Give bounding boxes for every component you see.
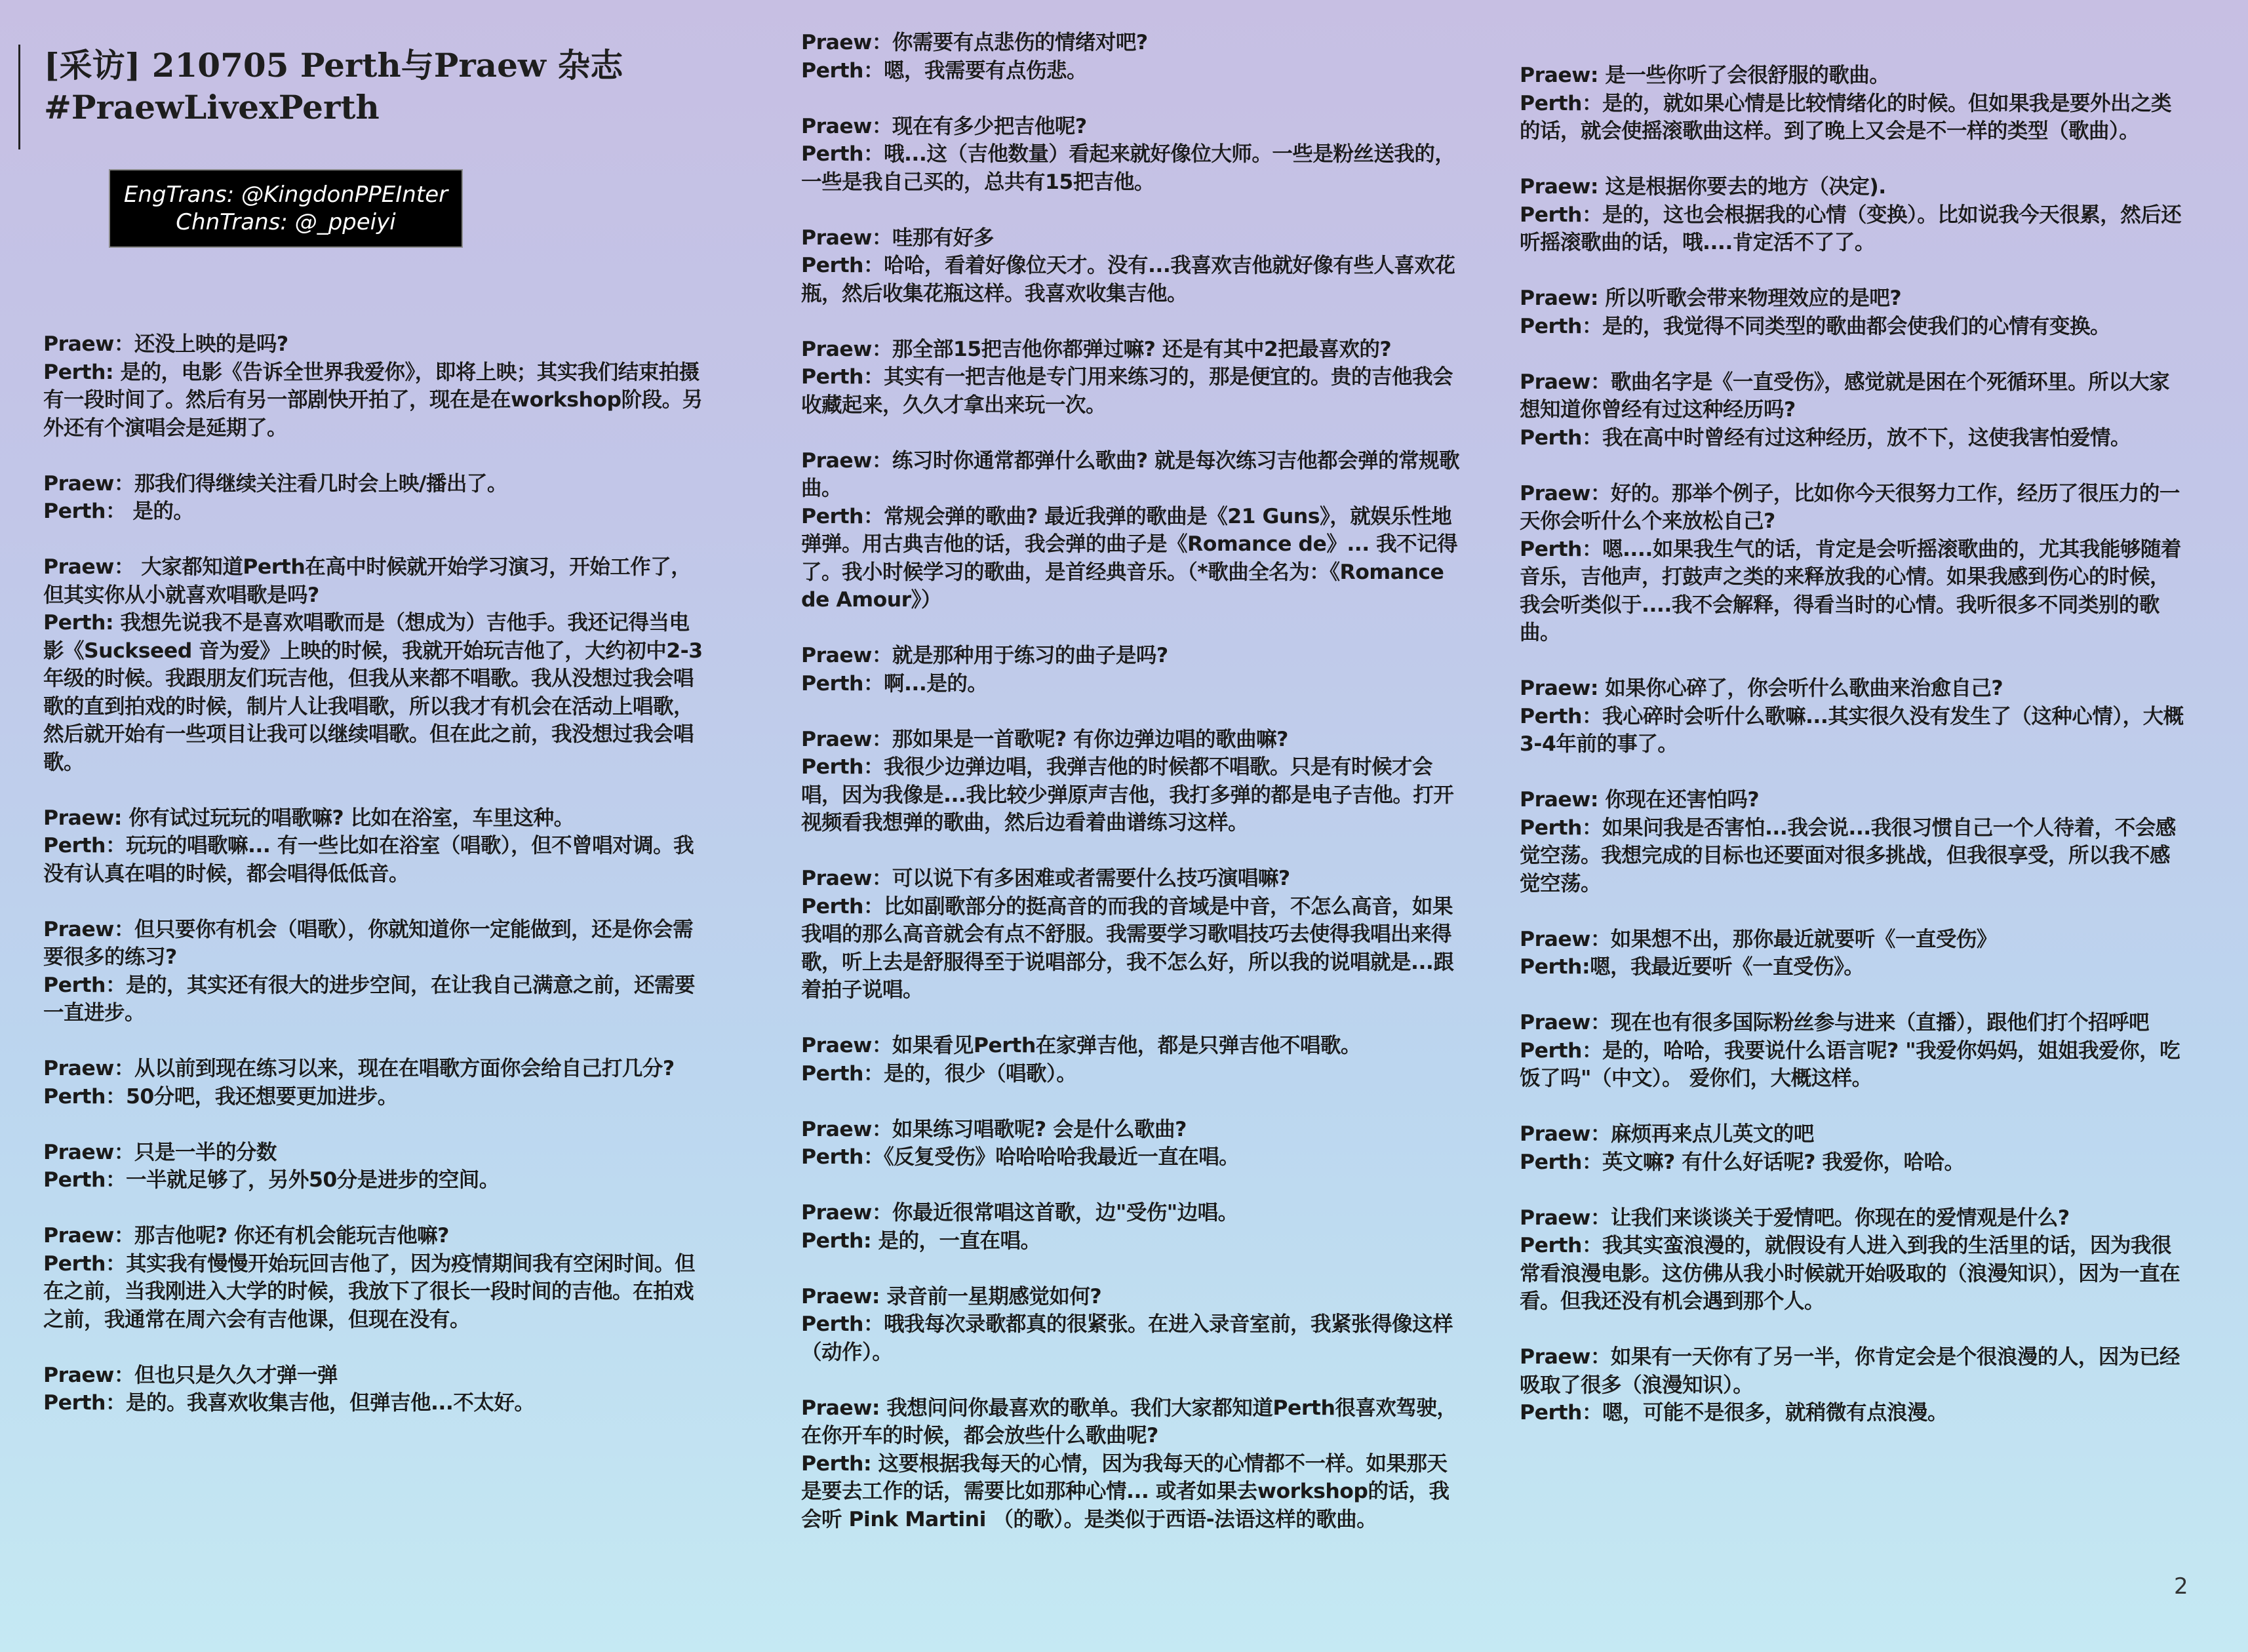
perth-line: Perth：其实我有慢慢开始玩回吉他了，因为疫情期间我有空闲时间。但在之前，当我刚进入大学的时候，我放下了很长一段时间的吉他。在拍戏之前，我通常在周六会有吉他课，但现在没有。 <box>43 1251 695 1331</box>
qa-block <box>801 336 1463 420</box>
qa-block <box>801 642 1463 698</box>
perth-line: Perth：嗯....如果我生气的话，肯定是会听摇滚歌曲的，尤其我能够随着音乐，吉他声，打鼓声之类的来释放我的心情。如果我感到伤心的时候，我会听类似于....我不会解释，得看当时的心情。我听很多不同类别的歌曲。 <box>1520 537 2181 644</box>
qa-block <box>1520 1009 2185 1093</box>
perth-line: Perth： 是的。 <box>43 500 194 523</box>
perth-line: Perth：英文嘛? 有什么好话呢? 我爱你，哈哈。 <box>1520 1150 1965 1174</box>
praew-line: Praew: 你现在还害怕吗? <box>1520 788 1760 812</box>
qa-block <box>43 1362 705 1417</box>
praew-line: Praew：如果看见Perth在家弹吉他，都是只弹吉他不唱歌。 <box>801 1034 1361 1057</box>
qa-block <box>43 470 705 526</box>
qa-block <box>801 29 1463 85</box>
chn-credit: ChnTrans: @_ppeiyi <box>176 209 396 235</box>
praew-line: Praew：可以说下有多困难或者需要什么技巧演唱嘛? <box>801 867 1290 890</box>
praew-line: Praew: 这是根据你要去的地方（决定). <box>1520 175 1886 199</box>
praew-line: Praew：那我们得继续关注看几时会上映/播出了。 <box>43 471 507 496</box>
praew-line: Praew： 大家都知道Perth在高中时候就开始学习演习，开始工作了，但其实你从小就喜欢唱歌是吗? <box>43 555 692 607</box>
qa-block <box>1520 1204 2185 1316</box>
perth-line: Perth：比如副歌部分的挺高音的而我的音域是中音，不怎么高音，如果我唱的那么高音就会有点不舒服。我需要学习歌唱技巧去使得我唱出来得歌，听上去是舒服得至于说唱部分，我不怎么好，所以我的说唱就是...跟着拍子说唱。 <box>801 894 1454 1002</box>
praew-line: Praew：好的。那举个例子，比如你今天很努力工作，经历了很压力的一天你会听什么个来放松自己? <box>1520 481 2180 533</box>
praew-line: Praew：练习时你通常都弹什么歌曲? 就是每次练习吉他都会弹的常规歌曲。 <box>801 448 1460 500</box>
qa-block <box>801 726 1463 837</box>
perth-line: Perth：哈哈，看着好像位天才。没有...我喜欢吉他就好像有些人喜欢花瓶，然后收集花瓶这样。我喜欢收集吉他。 <box>801 254 1455 305</box>
perth-line: Perth: 这要根据我每天的心情，因为我每天的心情都不一样。如果那天是要去工作的话，需要比如那种心情... 或者如果去workshop的话，我会听 Pink Martini （的歌）。是类似于西语-法语这样的歌曲。 <box>801 1451 1449 1531</box>
qa-block <box>43 553 705 776</box>
perth-line: Perth：是的，其实还有很大的进步空间，在让我自己满意之前，还需要一直进步。 <box>43 973 695 1025</box>
perth-line: Perth: 是的，电影《告诉全世界我爱你》，即将上映；其实我们结束拍摄有一段时间了。然后有另一部剧快开拍了，现在是在workshop阶段。另外还有个演唱会是延期了。 <box>43 360 703 440</box>
perth-line: Perth: 是的，一直在唱。 <box>801 1229 1041 1253</box>
perth-line: Perth：50分吧，我还想要更加进步。 <box>43 1084 398 1109</box>
perth-line: Perth：哦我每次录歌都真的很紧张。在进入录音室前，我紧张得像这样（动作）。 <box>801 1312 1453 1364</box>
title-block <box>18 45 713 149</box>
qa-block <box>801 1032 1463 1088</box>
column-3 <box>1520 62 2185 1455</box>
qa-block <box>801 1199 1463 1255</box>
perth-line: Perth：如果问我是否害怕...我会说...我很习惯自己一个人待着，不会感觉空荡。我想完成的目标也还要面对很多挑战，但我很享受，所以我不感觉空荡。 <box>1520 816 2176 895</box>
perth-line: Perth：嗯，我需要有点伤悲。 <box>801 58 1087 83</box>
qa-block <box>1520 926 2185 981</box>
perth-line: Perth: 我想先说我不是喜欢唱歌而是（想成为）吉他手。我还记得当电影《Suckseed 音为爱》上映的时候，我就开始玩吉他了，大约初中2-3年级的时候。我跟朋友们玩吉他，但我从来都不唱歌。我从没想过我会唱歌的直到拍戏的时候，制片人让我唱歌，所以我才有机会在活动上唱歌，然后就开始有一些项目让我可以继续唱歌。但在此之前，我没想过我会唱歌。 <box>43 611 703 774</box>
perth-line: Perth：是的，这也会根据我的心情（变换）。比如说我今天很累，然后还听摇滚歌曲的话，哦....肯定活不了了。 <box>1520 203 2182 254</box>
praew-line: Praew：那全部15把吉他你都弹过嘛? 还是有其中2把最喜欢的? <box>801 337 1392 361</box>
perth-line: Perth：常规会弹的歌曲? 最近我弹的歌曲是《21 Guns》，就娱乐性地弹弹。用古典吉他的话，我会弹的曲子是《Romance de》... 我不记得了。我小时候学习的歌曲，是首经典音乐。（*歌曲全名为：《Romance de Amour》） <box>801 504 1458 612</box>
praew-line: Praew：如果练习唱歌呢? 会是什么歌曲? <box>801 1117 1187 1141</box>
praew-line: Praew：从以前到现在练习以来，现在在唱歌方面你会给自己打几分? <box>43 1057 675 1080</box>
perth-line: Perth：是的，就如果心情是比较情绪化的时候。但如果我是要外出之类的话，就会使摇滚歌曲这样。到了晚上又会是不一样的类型（歌曲）。 <box>1520 91 2171 143</box>
qa-block <box>801 865 1463 1004</box>
praew-line: Praew：现在有多少把吉他呢? <box>801 114 1087 138</box>
eng-credit: EngTrans: @KingdonPPEInter <box>123 182 448 208</box>
perth-line: Perth：其实有一把吉他是专门用来练习的，那是便宜的。贵的吉他我会收藏起来，久久才拿出来玩一次。 <box>801 365 1453 417</box>
hashtag: #PraewLivexPerth <box>44 88 380 127</box>
qa-block <box>43 1055 705 1111</box>
qa-block <box>1520 173 2185 257</box>
qa-block <box>801 113 1463 197</box>
praew-line: Praew：你需要有点悲伤的情绪对吧? <box>801 31 1148 54</box>
qa-block <box>1520 285 2185 340</box>
qa-block <box>801 1116 1463 1171</box>
praew-line: Praew：就是那种用于练习的曲子是吗? <box>801 644 1168 667</box>
perth-line: Perth:嗯，我最近要听《一直受伤》。 <box>1520 955 1864 979</box>
perth-line: Perth：嗯，可能不是很多，就稍微有点浪漫。 <box>1520 1401 1948 1425</box>
perth-line: Perth：是的，哈哈，我要说什么语言呢? "我爱你妈妈，姐姐我爱你，吃饭了吗"（中文）。 爱你们，大概这样。 <box>1520 1038 2180 1090</box>
qa-block <box>43 330 705 442</box>
perth-line: Perth：哦...这（吉他数量）看起来就好像位大师。一些是粉丝送我的，一些是我自己买的，总共有15把吉他。 <box>801 142 1455 194</box>
praew-line: Praew: 我想问问你最喜欢的歌单。我们大家都知道Perth很喜欢驾驶，在你开车的时候，都会放些什么歌曲呢? <box>801 1396 1457 1447</box>
praew-line: Praew：现在也有很多国际粉丝参与进来（直播），跟他们打个招呼吧 <box>1520 1011 2150 1034</box>
praew-line: Praew：你最近很常唱这首歌，边"受伤"边唱。 <box>801 1201 1238 1225</box>
perth-line: Perth：是的，很少（唱歌）。 <box>801 1061 1077 1086</box>
praew-line: Praew：歌曲名字是《一直受伤》，感觉就是困在个死循环里。所以大家想知道你曾经有过这种经历吗? <box>1520 370 2170 422</box>
perth-line: Perth：是的。我喜欢收集吉他，但弹吉他...不太好。 <box>43 1391 535 1415</box>
perth-line: Perth：我心碎时会听什么歌嘛...其实很久没有发生了（这种心情），大概3-4年前的事了。 <box>1520 704 2184 756</box>
praew-line: Praew：还没上映的是吗? <box>43 332 288 356</box>
praew-line: Praew：只是一半的分数 <box>43 1140 277 1164</box>
translator-credits <box>109 169 463 248</box>
praew-line: Praew: 录音前一星期感觉如何? <box>801 1284 1102 1308</box>
qa-block <box>1520 786 2185 897</box>
praew-line: Praew：如果想不出，那你最近就要听《一直受伤》 <box>1520 927 1997 951</box>
praew-line: Praew：让我们来谈谈关于爱情吧。你现在的爱情观是什么? <box>1520 1206 2070 1230</box>
perth-line: Perth：啊...是的。 <box>801 671 988 696</box>
qa-block <box>801 447 1463 614</box>
qa-block <box>43 1222 705 1333</box>
column-1 <box>43 330 705 1445</box>
qa-block <box>1520 480 2185 647</box>
praew-line: Praew: 所以听歌会带来物理效应的是吧? <box>1520 286 1902 310</box>
column-2 <box>801 29 1463 1562</box>
perth-line: Perth：我在高中时曾经有过这种经历，放不下，这使我害怕爱情。 <box>1520 425 2131 450</box>
qa-block <box>43 916 705 1027</box>
praew-line: Praew：那吉他呢? 你还有机会能玩吉他嘛? <box>43 1224 449 1248</box>
qa-block <box>801 224 1463 308</box>
perth-line: Perth：一半就足够了，另外50分是进步的空间。 <box>43 1168 500 1192</box>
qa-block <box>801 1283 1463 1367</box>
praew-line: Praew: 你有试过玩玩的唱歌嘛? 比如在浴室，车里这种。 <box>43 806 574 830</box>
praew-line: Praew: 如果你心碎了，你会听什么歌曲来治愈自己? <box>1520 677 2003 700</box>
perth-line: Perth：我很少边弹边唱，我弹吉他的时候都不唱歌。只是有时候才会唱，因为我像是...我比较少弹原声吉他，我打多弹的都是电子吉他。打开视频看我想弹的歌曲，然后边看着曲谱练习这样。 <box>801 755 1454 835</box>
praew-line: Praew: 是一些你听了会很舒服的歌曲。 <box>1520 64 1890 87</box>
page-title: [采访] 210705 Perth与Praew 杂志 <box>44 46 623 85</box>
qa-block <box>1520 1343 2185 1427</box>
qa-block <box>1520 62 2185 146</box>
page-number: 2 <box>2174 1573 2188 1600</box>
perth-line: Perth：我其实蛮浪漫的，就假设有人进入到我的生活里的话，因为我很常看浪漫电影。这仿佛从我小时候就开始吸取的（浪漫知识），因为一直在看。但我还没有机会遇到那个人。 <box>1520 1234 2180 1313</box>
qa-block <box>1520 368 2185 452</box>
praew-line: Praew：哇那有好多 <box>801 226 994 250</box>
qa-block <box>801 1394 1463 1534</box>
praew-line: Praew：如果有一天你有了另一半，你肯定会是个很浪漫的人，因为已经吸取了很多（浪漫知识）。 <box>1520 1345 2180 1397</box>
qa-block <box>43 1139 705 1194</box>
qa-block <box>43 804 705 888</box>
qa-block <box>1520 1120 2185 1176</box>
perth-line: Perth：是的，我觉得不同类型的歌曲都会使我们的心情有变换。 <box>1520 314 2110 338</box>
perth-line: Perth：《反复受伤》哈哈哈哈我最近一直在唱。 <box>801 1145 1240 1169</box>
perth-line: Perth：玩玩的唱歌嘛... 有一些比如在浴室（唱歌），但不曾唱对调。我没有认真在唱的时候，都会唱得低低音。 <box>43 834 694 886</box>
praew-line: Praew：那如果是一首歌呢? 有你边弹边唱的歌曲嘛? <box>801 727 1288 751</box>
qa-block <box>1520 675 2185 758</box>
praew-line: Praew：麻烦再来点儿英文的吧 <box>1520 1122 1814 1146</box>
praew-line: Praew：但也只是久久才弹一弹 <box>43 1363 338 1387</box>
praew-line: Praew：但只要你有机会（唱歌），你就知道你一定能做到，还是你会需要很多的练习? <box>43 917 694 969</box>
